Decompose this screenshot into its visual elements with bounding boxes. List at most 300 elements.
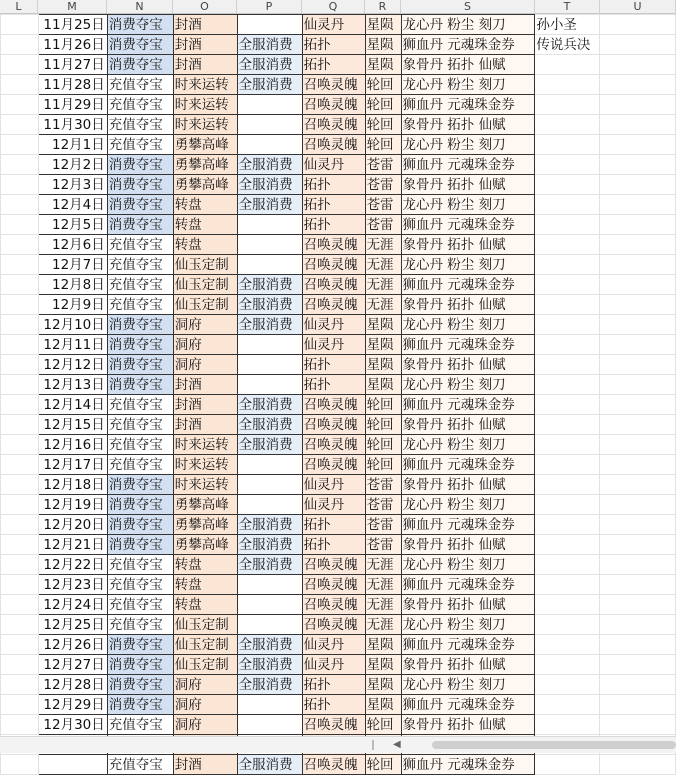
- column-header-q[interactable]: Q: [302, 0, 365, 13]
- cell-date[interactable]: 12月12日: [38, 355, 107, 375]
- cell-date[interactable]: 12月24日: [38, 595, 107, 615]
- cell-item[interactable]: 拓扑: [302, 35, 365, 55]
- cell-all-server[interactable]: 全服消费: [237, 535, 302, 555]
- cell-fate[interactable]: 轮回: [365, 415, 401, 435]
- cell-note[interactable]: [535, 195, 600, 215]
- cell-l[interactable]: [1, 515, 39, 535]
- cell-item[interactable]: 召唤灵魄: [302, 235, 365, 255]
- horizontal-scrollbar[interactable]: [0, 736, 676, 753]
- cell-note[interactable]: [535, 75, 600, 95]
- cell-u[interactable]: [600, 375, 676, 395]
- cell-note[interactable]: [535, 495, 600, 515]
- cell-note[interactable]: [535, 615, 600, 635]
- cell-l[interactable]: [1, 495, 39, 515]
- cell-date[interactable]: 12月25日: [38, 615, 107, 635]
- cell-fate[interactable]: 轮回: [365, 435, 401, 455]
- cell-u[interactable]: [600, 155, 676, 175]
- cell-fate[interactable]: 苍雷: [365, 175, 401, 195]
- cell-event[interactable]: 封酒: [173, 375, 237, 395]
- cell-type[interactable]: 充值夺宝: [107, 415, 173, 435]
- cell-u[interactable]: [600, 535, 676, 555]
- cell-fate[interactable]: 轮回: [365, 75, 401, 95]
- cell-fate[interactable]: 苍雷: [365, 215, 401, 235]
- cell-date[interactable]: 11月30日: [38, 115, 107, 135]
- cell-item[interactable]: 仙灵丹: [302, 15, 365, 35]
- cell-u[interactable]: [600, 455, 676, 475]
- cell-rewards[interactable]: 象骨丹 拓扑 仙赋: [401, 235, 535, 255]
- cell-fate[interactable]: 星陨: [365, 635, 401, 655]
- cell-type[interactable]: 消费夺宝: [107, 315, 173, 335]
- cell-type[interactable]: 充值夺宝: [107, 615, 173, 635]
- cell-all-server[interactable]: [237, 695, 302, 715]
- cell-u[interactable]: [600, 215, 676, 235]
- cell-type[interactable]: 消费夺宝: [107, 155, 173, 175]
- cell-note[interactable]: [535, 655, 600, 675]
- cell-l[interactable]: [1, 315, 39, 335]
- cell-all-server[interactable]: 全服消费: [237, 655, 302, 675]
- cell-note[interactable]: 孙小圣: [535, 15, 600, 35]
- cell-all-server[interactable]: 全服消费: [237, 675, 302, 695]
- cell-u[interactable]: [600, 415, 676, 435]
- cell-all-server[interactable]: [237, 335, 302, 355]
- cell-date[interactable]: 12月10日: [38, 315, 107, 335]
- cell-all-server[interactable]: 全服消费: [237, 75, 302, 95]
- cell-fate[interactable]: 无涯: [365, 555, 401, 575]
- cell-fate[interactable]: 星陨: [365, 335, 401, 355]
- cell-note[interactable]: [535, 755, 600, 775]
- cell-note[interactable]: [535, 575, 600, 595]
- cell-all-server[interactable]: 全服消费: [237, 635, 302, 655]
- cell-type[interactable]: 消费夺宝: [107, 675, 173, 695]
- column-header-t[interactable]: T: [535, 0, 600, 13]
- cell-note[interactable]: [535, 95, 600, 115]
- cell-type[interactable]: 消费夺宝: [107, 355, 173, 375]
- cell-item[interactable]: 仙灵丹: [302, 155, 365, 175]
- cell-l[interactable]: [1, 455, 39, 475]
- cell-u[interactable]: [600, 55, 676, 75]
- cell-item[interactable]: 召唤灵魄: [302, 575, 365, 595]
- cell-type[interactable]: 消费夺宝: [107, 495, 173, 515]
- cell-rewards[interactable]: 狮血丹 元魂珠金券: [401, 755, 535, 775]
- cell-type[interactable]: 充值夺宝: [107, 115, 173, 135]
- cell-rewards[interactable]: 龙心丹 粉尘 刻刀: [401, 255, 535, 275]
- cell-item[interactable]: 拓扑: [302, 175, 365, 195]
- cell-rewards[interactable]: 狮血丹 元魂珠金券: [401, 335, 535, 355]
- cell-date[interactable]: 12月19日: [38, 495, 107, 515]
- cell-event[interactable]: 勇攀高峰: [173, 515, 237, 535]
- cell-item[interactable]: 仙灵丹: [302, 655, 365, 675]
- cell-date[interactable]: [38, 755, 107, 775]
- column-header-o[interactable]: O: [173, 0, 237, 13]
- cell-type[interactable]: 消费夺宝: [107, 175, 173, 195]
- cell-l[interactable]: [1, 715, 39, 735]
- cell-l[interactable]: [1, 295, 39, 315]
- cell-date[interactable]: 12月7日: [38, 255, 107, 275]
- cell-l[interactable]: [1, 615, 39, 635]
- cell-fate[interactable]: 无涯: [365, 615, 401, 635]
- cell-all-server[interactable]: 全服消费: [237, 515, 302, 535]
- cell-type[interactable]: 充值夺宝: [107, 455, 173, 475]
- cell-type[interactable]: 充值夺宝: [107, 435, 173, 455]
- spreadsheet-grid[interactable]: [0, 14, 676, 773]
- cell-event[interactable]: 封酒: [173, 55, 237, 75]
- cell-fate[interactable]: 苍雷: [365, 155, 401, 175]
- cell-type[interactable]: 充值夺宝: [107, 295, 173, 315]
- cell-fate[interactable]: 苍雷: [365, 515, 401, 535]
- cell-event[interactable]: 勇攀高峰: [173, 535, 237, 555]
- cell-note[interactable]: [535, 395, 600, 415]
- cell-l[interactable]: [1, 255, 39, 275]
- cell-note[interactable]: [535, 535, 600, 555]
- cell-rewards[interactable]: 象骨丹 拓扑 仙赋: [401, 535, 535, 555]
- cell-event[interactable]: 封酒: [173, 395, 237, 415]
- cell-item[interactable]: 召唤灵魄: [302, 115, 365, 135]
- cell-item[interactable]: 拓扑: [302, 215, 365, 235]
- cell-type[interactable]: 消费夺宝: [107, 195, 173, 215]
- cell-fate[interactable]: 苍雷: [365, 195, 401, 215]
- cell-event[interactable]: 洞府: [173, 335, 237, 355]
- cell-u[interactable]: [600, 475, 676, 495]
- cell-note[interactable]: [535, 475, 600, 495]
- cell-type[interactable]: 消费夺宝: [107, 695, 173, 715]
- cell-u[interactable]: [600, 315, 676, 335]
- cell-event[interactable]: 转盘: [173, 595, 237, 615]
- cell-rewards[interactable]: 狮血丹 元魂珠金券: [401, 575, 535, 595]
- cell-all-server[interactable]: [237, 615, 302, 635]
- cell-type[interactable]: 消费夺宝: [107, 335, 173, 355]
- cell-date[interactable]: 12月17日: [38, 455, 107, 475]
- cell-all-server[interactable]: [237, 95, 302, 115]
- cell-rewards[interactable]: 龙心丹 粉尘 刻刀: [401, 195, 535, 215]
- cell-rewards[interactable]: 狮血丹 元魂珠金券: [401, 95, 535, 115]
- cell-type[interactable]: 消费夺宝: [107, 15, 173, 35]
- cell-date[interactable]: 12月16日: [38, 435, 107, 455]
- cell-event[interactable]: 转盘: [173, 215, 237, 235]
- cell-l[interactable]: [1, 415, 39, 435]
- cell-type[interactable]: 充值夺宝: [107, 555, 173, 575]
- cell-u[interactable]: [600, 115, 676, 135]
- cell-note[interactable]: 传说兵决: [535, 35, 600, 55]
- cell-all-server[interactable]: 全服消费: [237, 755, 302, 775]
- cell-rewards[interactable]: 龙心丹 粉尘 刻刀: [401, 135, 535, 155]
- cell-date[interactable]: 12月9日: [38, 295, 107, 315]
- cell-fate[interactable]: 星陨: [365, 35, 401, 55]
- cell-fate[interactable]: 星陨: [365, 355, 401, 375]
- cell-type[interactable]: 充值夺宝: [107, 755, 173, 775]
- cell-date[interactable]: 11月29日: [38, 95, 107, 115]
- cell-event[interactable]: 转盘: [173, 555, 237, 575]
- cell-event[interactable]: 时来运转: [173, 95, 237, 115]
- cell-rewards[interactable]: 龙心丹 粉尘 刻刀: [401, 315, 535, 335]
- cell-type[interactable]: 消费夺宝: [107, 55, 173, 75]
- cell-date[interactable]: 12月18日: [38, 475, 107, 495]
- cell-event[interactable]: 勇攀高峰: [173, 495, 237, 515]
- cell-l[interactable]: [1, 135, 39, 155]
- cell-date[interactable]: 12月1日: [38, 135, 107, 155]
- cell-item[interactable]: 召唤灵魄: [302, 715, 365, 735]
- cell-type[interactable]: 充值夺宝: [107, 275, 173, 295]
- cell-type[interactable]: 消费夺宝: [107, 635, 173, 655]
- cell-fate[interactable]: 轮回: [365, 115, 401, 135]
- cell-all-server[interactable]: [237, 475, 302, 495]
- cell-all-server[interactable]: [237, 455, 302, 475]
- cell-l[interactable]: [1, 575, 39, 595]
- cell-type[interactable]: 消费夺宝: [107, 515, 173, 535]
- cell-item[interactable]: 拓扑: [302, 55, 365, 75]
- cell-item[interactable]: 召唤灵魄: [302, 395, 365, 415]
- cell-rewards[interactable]: 象骨丹 拓扑 仙赋: [401, 355, 535, 375]
- column-header-p[interactable]: P: [237, 0, 302, 13]
- cell-all-server[interactable]: 全服消费: [237, 295, 302, 315]
- cell-rewards[interactable]: 象骨丹 拓扑 仙赋: [401, 475, 535, 495]
- cell-event[interactable]: 勇攀高峰: [173, 135, 237, 155]
- cell-fate[interactable]: 无涯: [365, 235, 401, 255]
- cell-fate[interactable]: 无涯: [365, 575, 401, 595]
- column-header-n[interactable]: N: [107, 0, 173, 13]
- cell-u[interactable]: [600, 435, 676, 455]
- cell-rewards[interactable]: 象骨丹 拓扑 仙赋: [401, 655, 535, 675]
- cell-fate[interactable]: 无涯: [365, 275, 401, 295]
- cell-l[interactable]: [1, 95, 39, 115]
- cell-l[interactable]: [1, 395, 39, 415]
- cell-u[interactable]: [600, 495, 676, 515]
- cell-item[interactable]: 仙灵丹: [302, 335, 365, 355]
- cell-event[interactable]: 封酒: [173, 755, 237, 775]
- cell-rewards[interactable]: 龙心丹 粉尘 刻刀: [401, 675, 535, 695]
- cell-note[interactable]: [535, 375, 600, 395]
- cell-event[interactable]: 时来运转: [173, 455, 237, 475]
- cell-rewards[interactable]: 象骨丹 拓扑 仙赋: [401, 115, 535, 135]
- cell-fate[interactable]: 星陨: [365, 15, 401, 35]
- scrollbar-thumb[interactable]: [432, 741, 676, 749]
- cell-all-server[interactable]: [237, 715, 302, 735]
- column-header-r[interactable]: R: [365, 0, 401, 13]
- cell-event[interactable]: 时来运转: [173, 115, 237, 135]
- cell-all-server[interactable]: [237, 235, 302, 255]
- cell-item[interactable]: 拓扑: [302, 515, 365, 535]
- cell-item[interactable]: 仙灵丹: [302, 635, 365, 655]
- cell-u[interactable]: [600, 95, 676, 115]
- cell-date[interactable]: 12月27日: [38, 655, 107, 675]
- cell-all-server[interactable]: 全服消费: [237, 195, 302, 215]
- cell-event[interactable]: 转盘: [173, 195, 237, 215]
- cell-item[interactable]: 召唤灵魄: [302, 135, 365, 155]
- cell-all-server[interactable]: 全服消费: [237, 315, 302, 335]
- cell-fate[interactable]: 星陨: [365, 675, 401, 695]
- cell-type[interactable]: 充值夺宝: [107, 75, 173, 95]
- cell-type[interactable]: 充值夺宝: [107, 135, 173, 155]
- cell-date[interactable]: 12月14日: [38, 395, 107, 415]
- cell-l[interactable]: [1, 535, 39, 555]
- cell-u[interactable]: [600, 575, 676, 595]
- cell-note[interactable]: [535, 255, 600, 275]
- cell-fate[interactable]: 无涯: [365, 255, 401, 275]
- column-header-s[interactable]: S: [401, 0, 535, 13]
- cell-event[interactable]: 仙玉定制: [173, 295, 237, 315]
- cell-u[interactable]: [600, 235, 676, 255]
- cell-rewards[interactable]: 狮血丹 元魂珠金券: [401, 275, 535, 295]
- cell-date[interactable]: 12月30日: [38, 715, 107, 735]
- cell-u[interactable]: [600, 675, 676, 695]
- cell-rewards[interactable]: 龙心丹 粉尘 刻刀: [401, 375, 535, 395]
- cell-event[interactable]: 封酒: [173, 415, 237, 435]
- cell-u[interactable]: [600, 635, 676, 655]
- cell-u[interactable]: [600, 515, 676, 535]
- cell-event[interactable]: 时来运转: [173, 435, 237, 455]
- cell-fate[interactable]: 星陨: [365, 55, 401, 75]
- cell-u[interactable]: [600, 335, 676, 355]
- cell-l[interactable]: [1, 175, 39, 195]
- cell-item[interactable]: 召唤灵魄: [302, 595, 365, 615]
- cell-note[interactable]: [535, 675, 600, 695]
- cell-item[interactable]: 召唤灵魄: [302, 95, 365, 115]
- cell-event[interactable]: 仙玉定制: [173, 635, 237, 655]
- cell-fate[interactable]: 无涯: [365, 295, 401, 315]
- column-header-m[interactable]: M: [38, 0, 107, 13]
- cell-date[interactable]: 12月20日: [38, 515, 107, 535]
- cell-event[interactable]: 洞府: [173, 695, 237, 715]
- cell-l[interactable]: [1, 375, 39, 395]
- cell-note[interactable]: [535, 295, 600, 315]
- cell-note[interactable]: [535, 695, 600, 715]
- cell-type[interactable]: 消费夺宝: [107, 375, 173, 395]
- cell-rewards[interactable]: 龙心丹 粉尘 刻刀: [401, 435, 535, 455]
- cell-note[interactable]: [535, 635, 600, 655]
- cell-rewards[interactable]: 象骨丹 拓扑 仙赋: [401, 295, 535, 315]
- cell-date[interactable]: 11月25日: [38, 15, 107, 35]
- cell-note[interactable]: [535, 235, 600, 255]
- cell-all-server[interactable]: 全服消费: [237, 415, 302, 435]
- cell-type[interactable]: 充值夺宝: [107, 575, 173, 595]
- cell-all-server[interactable]: 全服消费: [237, 275, 302, 295]
- cell-l[interactable]: [1, 655, 39, 675]
- cell-l[interactable]: [1, 55, 39, 75]
- cell-type[interactable]: 消费夺宝: [107, 535, 173, 555]
- cell-date[interactable]: 12月29日: [38, 695, 107, 715]
- cell-date[interactable]: 12月6日: [38, 235, 107, 255]
- cell-l[interactable]: [1, 15, 39, 35]
- cell-event[interactable]: 洞府: [173, 675, 237, 695]
- cell-fate[interactable]: 轮回: [365, 755, 401, 775]
- cell-date[interactable]: 12月26日: [38, 635, 107, 655]
- cell-all-server[interactable]: [237, 575, 302, 595]
- cell-u[interactable]: [600, 175, 676, 195]
- cell-item[interactable]: 召唤灵魄: [302, 75, 365, 95]
- cell-l[interactable]: [1, 555, 39, 575]
- cell-item[interactable]: 拓扑: [302, 355, 365, 375]
- cell-rewards[interactable]: 象骨丹 拓扑 仙赋: [401, 415, 535, 435]
- cell-all-server[interactable]: 全服消费: [237, 55, 302, 75]
- cell-date[interactable]: 12月28日: [38, 675, 107, 695]
- cell-fate[interactable]: 无涯: [365, 595, 401, 615]
- cell-l[interactable]: [1, 675, 39, 695]
- cell-rewards[interactable]: 龙心丹 粉尘 刻刀: [401, 555, 535, 575]
- cell-rewards[interactable]: 象骨丹 拓扑 仙赋: [401, 715, 535, 735]
- cell-u[interactable]: [600, 615, 676, 635]
- cell-fate[interactable]: 星陨: [365, 375, 401, 395]
- cell-type[interactable]: 消费夺宝: [107, 35, 173, 55]
- cell-rewards[interactable]: 龙心丹 粉尘 刻刀: [401, 75, 535, 95]
- cell-note[interactable]: [535, 275, 600, 295]
- cell-fate[interactable]: 轮回: [365, 135, 401, 155]
- cell-fate[interactable]: 星陨: [365, 655, 401, 675]
- cell-item[interactable]: 拓扑: [302, 695, 365, 715]
- cell-date[interactable]: 12月8日: [38, 275, 107, 295]
- cell-l[interactable]: [1, 275, 39, 295]
- cell-all-server[interactable]: [237, 255, 302, 275]
- cell-date[interactable]: 12月21日: [38, 535, 107, 555]
- cell-event[interactable]: 洞府: [173, 715, 237, 735]
- cell-event[interactable]: 洞府: [173, 315, 237, 335]
- cell-rewards[interactable]: 龙心丹 粉尘 刻刀: [401, 615, 535, 635]
- cell-note[interactable]: [535, 715, 600, 735]
- cell-note[interactable]: [535, 515, 600, 535]
- cell-event[interactable]: 洞府: [173, 355, 237, 375]
- cell-type[interactable]: 充值夺宝: [107, 235, 173, 255]
- cell-type[interactable]: 充值夺宝: [107, 715, 173, 735]
- cell-u[interactable]: [600, 255, 676, 275]
- cell-item[interactable]: 召唤灵魄: [302, 295, 365, 315]
- cell-date[interactable]: 12月23日: [38, 575, 107, 595]
- cell-event[interactable]: 仙玉定制: [173, 255, 237, 275]
- cell-u[interactable]: [600, 755, 676, 775]
- cell-item[interactable]: 召唤灵魄: [302, 415, 365, 435]
- cell-event[interactable]: 转盘: [173, 235, 237, 255]
- cell-note[interactable]: [535, 335, 600, 355]
- cell-all-server[interactable]: 全服消费: [237, 395, 302, 415]
- cell-l[interactable]: [1, 695, 39, 715]
- cell-rewards[interactable]: 狮血丹 元魂珠金券: [401, 515, 535, 535]
- cell-item[interactable]: 仙灵丹: [302, 315, 365, 335]
- cell-fate[interactable]: 苍雷: [365, 535, 401, 555]
- cell-type[interactable]: 消费夺宝: [107, 655, 173, 675]
- cell-date[interactable]: 11月26日: [38, 35, 107, 55]
- cell-l[interactable]: [1, 155, 39, 175]
- cell-note[interactable]: [535, 55, 600, 75]
- cell-all-server[interactable]: [237, 15, 302, 35]
- column-header-l[interactable]: L: [0, 0, 38, 13]
- cell-u[interactable]: [600, 555, 676, 575]
- cell-u[interactable]: [600, 275, 676, 295]
- cell-note[interactable]: [535, 115, 600, 135]
- cell-all-server[interactable]: 全服消费: [237, 555, 302, 575]
- cell-rewards[interactable]: 狮血丹 元魂珠金券: [401, 395, 535, 415]
- cell-l[interactable]: [1, 195, 39, 215]
- cell-all-server[interactable]: 全服消费: [237, 175, 302, 195]
- cell-u[interactable]: [600, 595, 676, 615]
- cell-l[interactable]: [1, 115, 39, 135]
- cell-type[interactable]: 充值夺宝: [107, 395, 173, 415]
- cell-event[interactable]: 封酒: [173, 35, 237, 55]
- cell-item[interactable]: 召唤灵魄: [302, 455, 365, 475]
- cell-type[interactable]: 消费夺宝: [107, 215, 173, 235]
- cell-note[interactable]: [535, 415, 600, 435]
- cell-note[interactable]: [535, 135, 600, 155]
- cell-u[interactable]: [600, 695, 676, 715]
- cell-note[interactable]: [535, 175, 600, 195]
- cell-all-server[interactable]: [237, 595, 302, 615]
- cell-all-server[interactable]: [237, 115, 302, 135]
- cell-date[interactable]: 12月22日: [38, 555, 107, 575]
- cell-u[interactable]: [600, 295, 676, 315]
- cell-date[interactable]: 11月27日: [38, 55, 107, 75]
- cell-l[interactable]: [1, 215, 39, 235]
- cell-note[interactable]: [535, 595, 600, 615]
- cell-note[interactable]: [535, 435, 600, 455]
- cell-note[interactable]: [535, 215, 600, 235]
- cell-u[interactable]: [600, 355, 676, 375]
- cell-note[interactable]: [535, 555, 600, 575]
